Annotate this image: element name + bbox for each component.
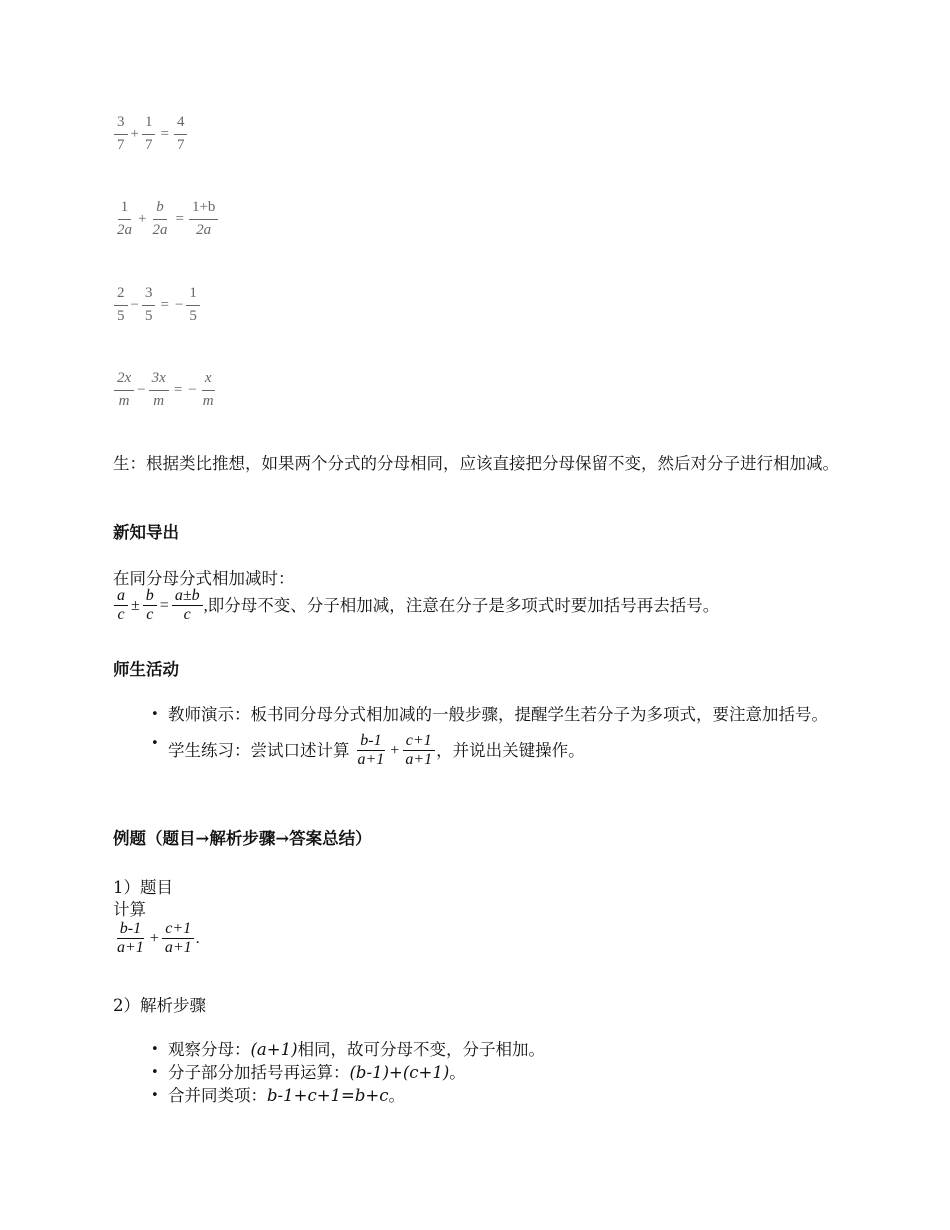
rule-formula: a c ± $\frac{b}{c}$ = $\frac{a\pm b}{c}$ xyxy=(113,587,204,625)
fraction: $\frac{1+b}{2a}$ xyxy=(189,197,218,242)
fraction: 1 2a xyxy=(117,199,132,238)
step-2-label: 2）解析步骤 xyxy=(113,996,206,1015)
step-1-label: 1）题目 xyxy=(113,878,173,897)
fraction: $\frac{b}{2a}$ xyxy=(152,199,168,238)
intro-text: 在同分母分式相加减时： xyxy=(113,569,295,588)
list-item: • 合并同类项：b-1+c+1=b+c。 xyxy=(113,1084,853,1107)
rule-formula-line xyxy=(113,587,719,625)
steps-list xyxy=(113,1038,853,1107)
fraction: $\frac{1}{7}$ xyxy=(142,112,156,157)
example-expression: b-1 a+1 + $\frac{c+1}{a+1}$ . xyxy=(117,920,200,957)
task-label: 计算 xyxy=(113,900,146,919)
fraction: $\frac{3x}{m}$ xyxy=(149,368,169,413)
fraction: $\frac{1}{5}$ xyxy=(186,283,200,328)
list-item: • 学生练习：尝试口述计算 b-1 a+1 + $\frac{c+1}{a+1}$ ，并说出关键操作。 xyxy=(113,732,853,770)
fraction: $\frac{x}{m}$ xyxy=(202,370,214,409)
practice-expression: b-1 a+1 + $\frac{c+1}{a+1}$ xyxy=(354,732,437,770)
section-heading-new-knowledge: 新知导出 xyxy=(113,523,179,542)
equation-3: 2 5 − $\frac{3}{5}$ = − $\frac{1}{5}$ xyxy=(113,283,201,328)
fraction: $\frac{4}{7}$ xyxy=(174,112,188,157)
section-heading-activity: 师生活动 xyxy=(113,660,179,679)
equation-2: 1 2a + $\frac{b}{2a}$ = $\frac{1+b}{2a}$ xyxy=(113,197,219,242)
fraction: $\frac{3}{5}$ xyxy=(142,283,156,328)
list-item: • 分子部分加括号再运算：(b-1)+(c+1)。 xyxy=(113,1061,853,1084)
rule-text: ,即分母不变、分子相加减，注意在分子是多项式时要加括号再去括号。 xyxy=(203,596,720,616)
student-answer-paragraph: 生：根据类比推想，如果两个分式的分母相同，应该直接把分母保留不变，然后对分子进行相加减。 xyxy=(113,454,839,473)
fraction: 2 5 xyxy=(114,283,128,328)
list-item: • 观察分母：(a+1)相同，故可分母不变，分子相加。 xyxy=(113,1038,853,1061)
fraction: 3 7 xyxy=(114,112,128,157)
equation-1: 3 7 + $\frac{1}{7}$ = $\frac{4}{7}$ xyxy=(113,112,188,157)
equation-4: 2x m − $\frac{3x}{m}$ = − $\frac{x}{m}$ xyxy=(113,368,218,413)
list-item: • 教师演示：板书同分母分式相加减的一般步骤，提醒学生若分子为多项式，要注意加括号。 xyxy=(113,703,853,726)
activity-list xyxy=(113,703,853,770)
section-heading-example: 例题（题目→解析步骤→答案总结） xyxy=(113,829,372,848)
fraction: 2x m xyxy=(114,368,134,413)
